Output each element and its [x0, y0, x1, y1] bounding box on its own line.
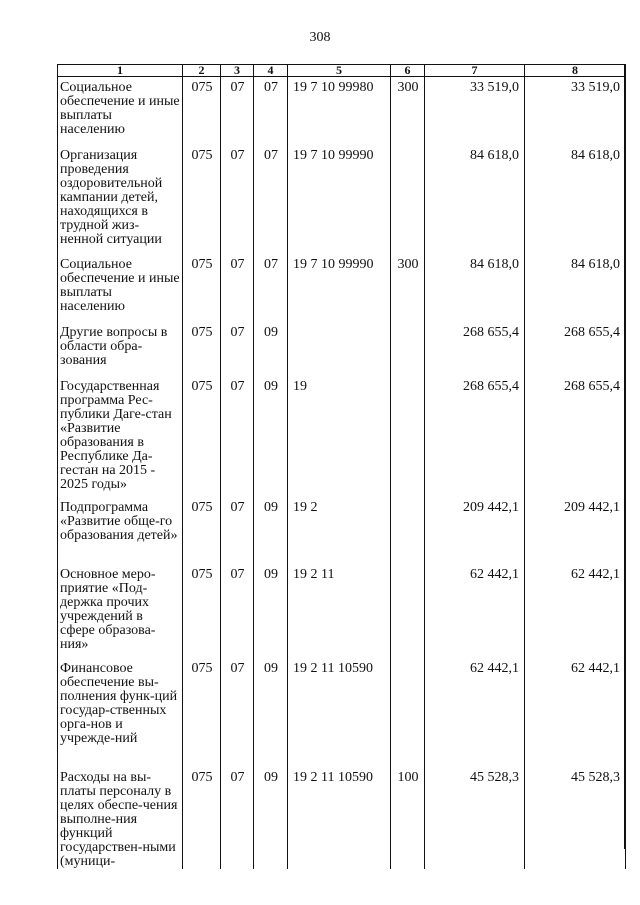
cell-code-4: 09 — [254, 376, 288, 497]
cell-amount-7: 62 442,1 — [425, 564, 525, 658]
header-cell: 2 — [183, 65, 221, 77]
cell-code-5: 19 2 11 10590 — [288, 767, 391, 869]
cell-amount-7: 209 442,1 — [425, 497, 525, 564]
cell-code-2: 075 — [183, 254, 221, 322]
cell-code-4: 07 — [254, 145, 288, 254]
cell-code-3: 07 — [221, 658, 254, 767]
row-name: Другие вопросы в области обра-зования — [58, 322, 183, 376]
cell-code-6 — [391, 658, 425, 767]
header-cell: 3 — [221, 65, 254, 77]
cell-code-2: 075 — [183, 497, 221, 564]
cell-amount-8: 45 528,3 — [525, 767, 626, 869]
table-row — [58, 77, 626, 146]
cell-code-4: 09 — [254, 322, 288, 376]
cell-code-3: 07 — [221, 145, 254, 254]
cell-code-2: 075 — [183, 767, 221, 869]
cell-amount-8: 84 618,0 — [525, 254, 626, 322]
header-cell: 7 — [425, 65, 525, 77]
cell-code-6 — [391, 376, 425, 497]
row-name: Государственная программа Рес-публики Даге-стан «Развитие образования в Республике Да-гестан на 2015 - 2025 годы» — [58, 376, 183, 497]
header-cell: 8 — [525, 65, 626, 77]
cell-amount-7: 268 655,4 — [425, 376, 525, 497]
cell-amount-8: 268 655,4 — [525, 376, 626, 497]
cell-code-2: 075 — [183, 77, 221, 146]
cell-amount-7: 45 528,3 — [425, 767, 525, 869]
cell-code-4: 09 — [254, 658, 288, 767]
cell-amount-8: 62 442,1 — [525, 658, 626, 767]
row-name: Расходы на вы-платы персоналу в целях обеспе-чения выполне-ния функций государствен-ными (муници- — [58, 767, 183, 869]
cell-amount-8: 62 442,1 — [525, 564, 626, 658]
cell-code-4: 09 — [254, 497, 288, 564]
cell-code-5: 19 2 11 10590 — [288, 658, 391, 767]
table-row — [58, 564, 626, 658]
cell-code-5: 19 7 10 99990 — [288, 145, 391, 254]
cell-code-4: 07 — [254, 77, 288, 146]
cell-code-5: 19 2 11 — [288, 564, 391, 658]
cell-code-5: 19 — [288, 376, 391, 497]
cell-code-5: 19 7 10 99980 — [288, 77, 391, 146]
cell-code-2: 075 — [183, 322, 221, 376]
row-name: Подпрограмма «Развитие обще-го образования детей» — [58, 497, 183, 564]
cell-code-3: 07 — [221, 564, 254, 658]
header-cell: 4 — [254, 65, 288, 77]
cell-amount-7: 62 442,1 — [425, 658, 525, 767]
cell-code-4: 09 — [254, 767, 288, 869]
header-cell: 1 — [58, 65, 183, 77]
table-row — [58, 497, 626, 564]
cell-amount-7: 84 618,0 — [425, 145, 525, 254]
table-row — [58, 145, 626, 254]
table-row — [58, 322, 626, 376]
cell-code-2: 075 — [183, 564, 221, 658]
cell-code-4: 07 — [254, 254, 288, 322]
cell-amount-8: 33 519,0 — [525, 77, 626, 146]
row-name: Организация проведения оздоровительной кампании детей, находящихся в трудной жиз-ненной ситуации — [58, 145, 183, 254]
cell-code-6 — [391, 497, 425, 564]
cell-amount-8: 268 655,4 — [525, 322, 626, 376]
row-name: Социальное обеспечение и иные выплаты населению — [58, 254, 183, 322]
cell-code-3: 07 — [221, 767, 254, 869]
cell-amount-7: 84 618,0 — [425, 254, 525, 322]
table-row — [58, 767, 626, 869]
budget-table — [57, 64, 626, 869]
row-name: Социальное обеспечение и иные выплаты населению — [58, 77, 183, 146]
cell-code-6 — [391, 322, 425, 376]
row-name: Основное меро-приятие «Под-держка прочих учреждений в сфере образова-ния» — [58, 564, 183, 658]
cell-code-5: 19 2 — [288, 497, 391, 564]
cell-amount-8: 84 618,0 — [525, 145, 626, 254]
table-row — [58, 376, 626, 497]
page-number: 308 — [309, 30, 331, 45]
cell-code-2: 075 — [183, 658, 221, 767]
cell-code-3: 07 — [221, 497, 254, 564]
cell-code-3: 07 — [221, 254, 254, 322]
cell-code-3: 07 — [221, 322, 254, 376]
cell-code-3: 07 — [221, 77, 254, 146]
header-cell: 6 — [391, 65, 425, 77]
table-row — [58, 254, 626, 322]
cell-amount-8: 209 442,1 — [525, 497, 626, 564]
cell-amount-7: 33 519,0 — [425, 77, 525, 146]
header-cell: 5 — [288, 65, 391, 77]
cell-code-6: 300 — [391, 77, 425, 146]
cell-code-5 — [288, 322, 391, 376]
cell-code-6: 300 — [391, 254, 425, 322]
cell-code-3: 07 — [221, 376, 254, 497]
cell-code-6: 100 — [391, 767, 425, 869]
cell-amount-7: 268 655,4 — [425, 322, 525, 376]
cell-code-2: 075 — [183, 376, 221, 497]
cell-code-6 — [391, 145, 425, 254]
cell-code-5: 19 7 10 99990 — [288, 254, 391, 322]
cell-code-6 — [391, 564, 425, 658]
cell-code-2: 075 — [183, 145, 221, 254]
header-row — [58, 65, 626, 77]
table-row — [58, 658, 626, 767]
cell-code-4: 09 — [254, 564, 288, 658]
row-name: Финансовое обеспечение вы-полнения функ-ций государ-ственных орга-нов и учрежде-ний — [58, 658, 183, 767]
